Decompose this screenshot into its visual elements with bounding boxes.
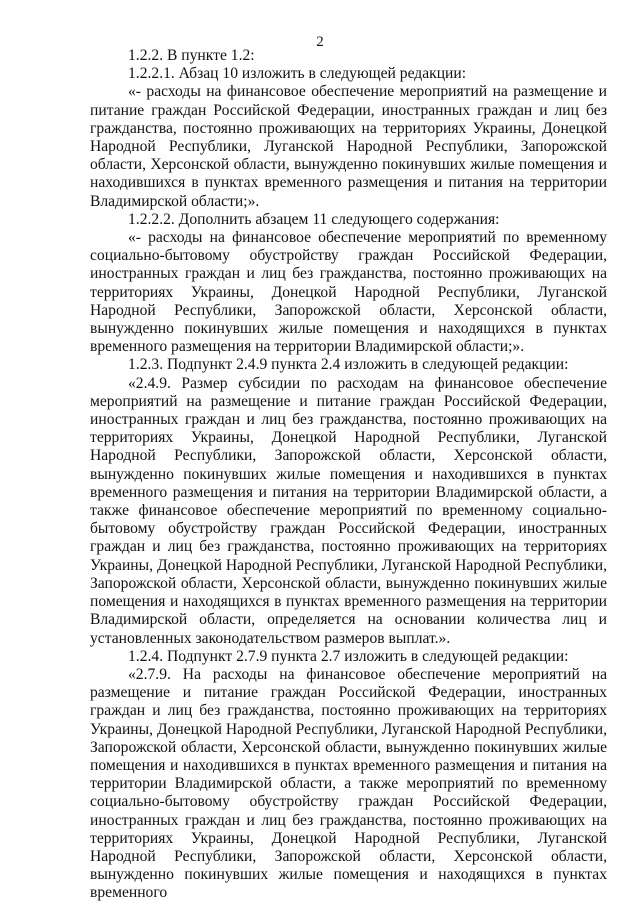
subclause-2-7-9-text: «2.7.9. На расходы на финансовое обеспечение мероприятий на размещение и питание граждан Российской Федерации, иностранных граждан и лиц без гражданства, постоянно проживающих на территориях Украины, Донецкой Народной Республики, Луганской Народной Республики, Запорожской области, Херсонской области, вынужденно покинувших жилые помещения и находившихся в пунктах временного размещения и питания на территории Владимирской области, а также мероприятий по временному социально-бытовому обустройству граждан Российской Федерации, иностранных граждан и лиц без гражданства, постоянно проживающих на территориях Украины, Донецкой Народной Республики, Луганской Народной Республики, Запорожской области, Херсонской области, вынужденно покинувших жилые помещения и находящихся в пунктах временного	[90, 665, 607, 902]
clause-1-2-2-heading: 1.2.2. В пункте 1.2:	[128, 47, 255, 64]
clause-1-2-2-2-heading: 1.2.2.2. Дополнить абзацем 11 следующего содержания:	[128, 210, 500, 228]
clause-1-2-3-heading: 1.2.3. Подпункт 2.4.9 пункта 2.4 изложить в следующей редакции:	[128, 356, 569, 374]
document-body	[90, 47, 607, 903]
subclause-2-4-9-text: «2.4.9. Размер субсидии по расходам на финансовое обеспечение мероприятий на размещение и питание граждан Российской Федерации, иностранных граждан и лиц без гражданства, постоянно проживающих на территориях Украины, Донецкой Народной Республики, Луганской Народной Республики, Запорожской области, Херсонской области, вынужденно покинувших жилые помещения и находившихся в пунктах временного размещения и питания на территории Владимирской области, а также финансовое обеспечение мероприятий по временному социально-бытовому обустройству граждан Российской Федерации, иностранных граждан и лиц без гражданства, постоянно проживающих на территориях Украины, Донецкой Народной Республики, Луганской Народной Республики, Запорожской области, Херсонской области, вынужденно покинувших жилые помещения и находящихся в пунктах временного размещения на территории Владимирской области, определяется на основании количества лиц и установленных законодательством размеров выплат.».	[90, 374, 607, 647]
paragraph-11-text: «- расходы на финансовое обеспечение мероприятий по временному социально-бытовому обустройству граждан Российской Федерации, иностранных граждан и лиц без гражданства, постоянно проживающих на территориях Украины, Донецкой Народной Республики, Луганской Народной Республики, Запорожской области, Херсонской области, вынужденно покинувших жилые помещения и находящихся в пунктах временного размещения на территории Владимирской области;».	[90, 229, 607, 356]
clause-1-2-2-1-heading: 1.2.2.1. Абзац 10 изложить в следующей редакции:	[128, 65, 467, 83]
paragraph-10-text: «- расходы на финансовое обеспечение мероприятий на размещение и питание граждан Российской Федерации, иностранных граждан и лиц без гражданства, постоянно проживающих на территориях Украины, Донецкой Народной Республики, Луганской Народной Республики, Запорожской области, Херсонской области, вынужденно покинувших жилые помещения и находившихся в пунктах временного размещения и питания на территории Владимирской области;».	[90, 83, 607, 210]
page-number: 2	[316, 34, 324, 50]
clause-1-2-4-heading: 1.2.4. Подпункт 2.7.9 пункта 2.7 изложить в следующей редакции:	[128, 647, 569, 665]
